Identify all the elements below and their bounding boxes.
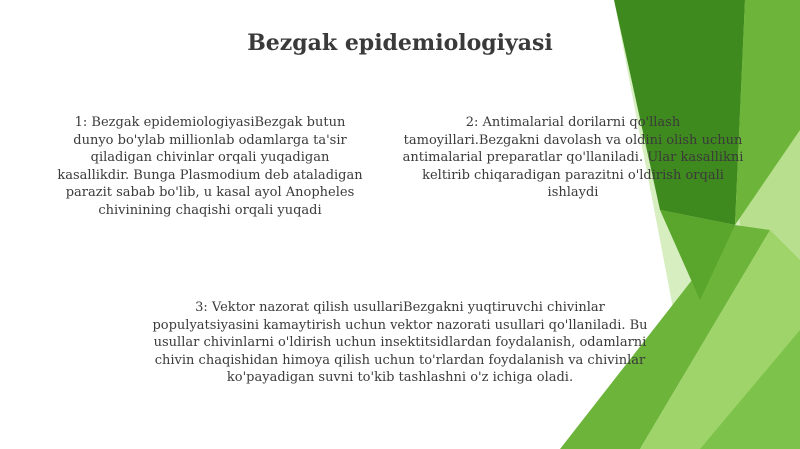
text-block-2: 2: Antimalarial dorilarni qo'llash tamoyillari.Bezgakni davolash va oldini olish uchun antimalarial preparatlar qo'llaniladi. Ular kasallikni keltirib chiqaradigan parazitni o'ldirish orqali ishlaydi (402, 115, 744, 200)
slide-title: Bezgak epidemiologiyasi (247, 30, 553, 56)
text-block-3: 3: Vektor nazorat qilish usullariBezgakni yuqtiruvchi chivinlar populyatsiyasini kamaytirish uchun vektor nazorati usullari qo'llaniladi. Bu usullar chivinlarni o'ldirish uchun insektitsidlardan foydalanish, odamlarni chivin chaqishidan himoya qilish uchun to'rlardan foydalanish va chivinlar ko'payadigan suvni to'kib tashlashni o'z ichiga oladi. (152, 300, 648, 385)
text-block-1: 1: Bezgak epidemiologiyasiBezgak butun dunyo bo'ylab millionlab odamlarga ta'sir qiladigan chivinlar orqali yuqadigan kasallikdir. Bunga Plasmodium deb ataladigan parazit sabab bo'lib, u kasal ayol Anopheles chivinining chaqishi orqali yuqadi (57, 115, 363, 218)
